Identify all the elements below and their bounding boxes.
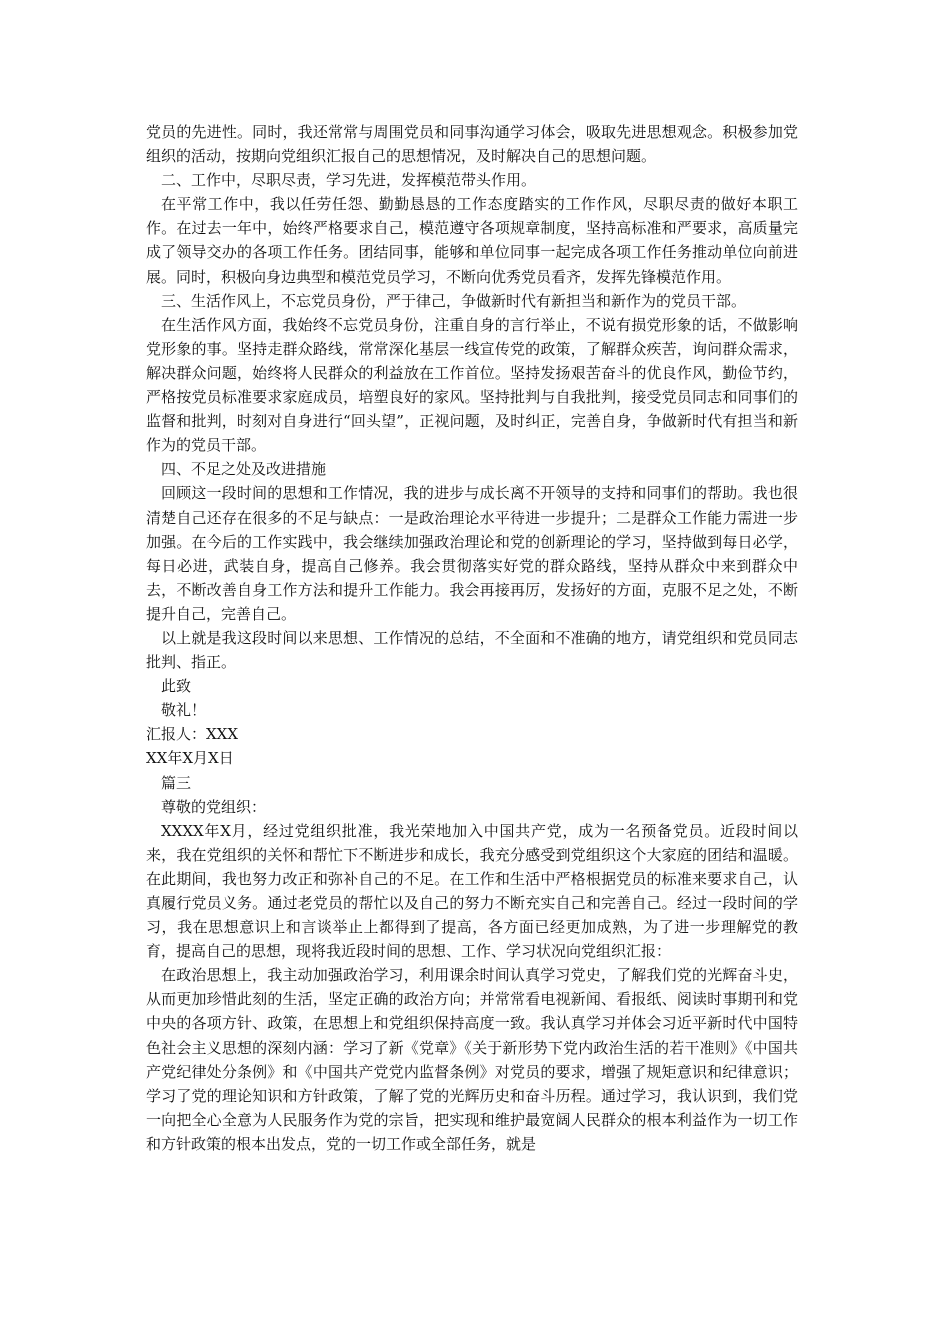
reporter-signature: 汇报人：XXX (146, 725, 239, 744)
greeting-party-organization: 尊敬的党组织： (161, 797, 267, 816)
paragraph-shortcomings: 回顾这一段时间的思想和工作情况，我的进步与成长离不开领导的支持和同事们的帮助。我也很清楚自己还存在很多的不足与缺点：一是政治理论水平待进一步提升；二是群众工作能力需进一步加强。在今后的工作实践中，我会继续加强政治理论和党的创新理论的学习，坚持做到每日必学，每日必进，武装自身，提高自己修养。我会贯彻落实好党的群众路线，坚持从群众中来到群众中去，不断改善自身工作方法和提升工作能力。我会再接再厉，发扬好的方面，克服不足之处，不断提升自己，完善自己。 (146, 484, 798, 623)
heading-section-four: 四、不足之处及改进措施 (161, 460, 327, 479)
section-title-part-three: 篇三 (161, 773, 192, 792)
paragraph-joining-party: XXXX年X月，经过党组织批准，我光荣地加入中国共产党，成为一名预备党员。近段时间以来，我在党组织的关怀和帮忙下不断进步和成长，我充分感受到党组织这个大家庭的团结和温暖。在此期间，我也努力改正和弥补自己的不足。在工作和生活中严格根据党员的标准来要求自己，认真履行党员义务。通过老党员的帮忙以及自己的努力不断充实自己和完善自己。经过一段时间的学习，我在思想意识上和言谈举止上都得到了提高，各方面已经更加成熟，为了进一步理解党的教育，提高自己的思想，现将我近段时间的思想、工作、学习状况向党组织汇报： (146, 821, 798, 961)
paragraph-life-style: 在生活作风方面，我始终不忘党员身份，注重自身的言行举止，不说有损党形象的话，不做影响党形象的事。坚持走群众路线，常常深化基层一线宣传党的政策，了解群众疾苦，询问群众需求，解决群众问题，始终将人民群众的利益放在工作首位。坚持发扬艰苦奋斗的优良作风，勤俭节约，严格按党员标准要求家庭成员，培塑良好的家风。坚持批判与自我批判，接受党员同志和同事们的监督和批判，时刻对自身进行“回头望”，正视问题，及时纠正，完善自身，争做新时代有担当和新作为的党员干部。 (146, 315, 798, 455)
heading-section-two: 二、工作中，尽职尽责，学习先进，发挥模范带头作用。 (161, 171, 537, 190)
paragraph-summary: 以上就是我这段时间以来思想、工作情况的总结，不全面和不准确的地方，请党组织和党员同志批判、指正。 (146, 628, 798, 672)
heading-section-three: 三、生活作风上，不忘党员身份，严于律己，争做新时代有新担当和新作为的党员干部。 (161, 291, 747, 310)
closing-salutation: 此致 (161, 677, 192, 696)
paragraph-work-duties: 在平常工作中，我以任劳任怨、勤勤恳恳的工作态度踏实的工作作风，尽职尽责的做好本职工作。在过去一年中，始终严格要求自己，模范遵守各项规章制度，坚持高标准和严要求，高质量完成了领导交办的各项工作任务。团结同事，能够和单位同事一起完成各项工作任务推动单位向前进展。同时，积极向身边典型和模范党员学习，不断向优秀党员看齐，发挥先锋模范作用。 (146, 195, 798, 286)
document-page (146, 120, 798, 1156)
paragraph-party-member-progressiveness: 党员的先进性。同时，我还常常与周围党员和同事沟通学习体会，吸取先进思想观念。积极参加党组织的活动，按期向党组织汇报自己的思想情况，及时解决自己的思想问题。 (146, 123, 798, 166)
paragraph-political-thought: 在政治思想上，我主动加强政治学习，利用课余时间认真学习党史，了解我们党的光辉奋斗史，从而更加珍惜此刻的生活，坚定正确的政治方向；并常常看电视新闻、看报纸、阅读时事期刊和党中央的各项方针、政策，在思想上和党组织保持高度一致。我认真学习并体会习近平新时代中国特色社会主义思想的深刻内涵：学习了新《党章》《关于新形势下党内政治生活的若干准则》《中国共产党纪律处分条例》和《中国共产党党内监督条例》对党员的要求，增强了规矩意识和纪律意识；学习了党的理论知识和方针政策，了解了党的光辉历史和奋斗历程。通过学习，我认识到，我们党一向把全心全意为人民服务作为党的宗旨，把实现和维护最宽阔人民群众的根本利益作为一切工作和方针政策的根本出发点，党的一切工作或全部任务，就是 (146, 966, 798, 1153)
report-date: XX年X月X日 (146, 749, 234, 768)
closing-regards: 敬礼！ (161, 701, 207, 720)
